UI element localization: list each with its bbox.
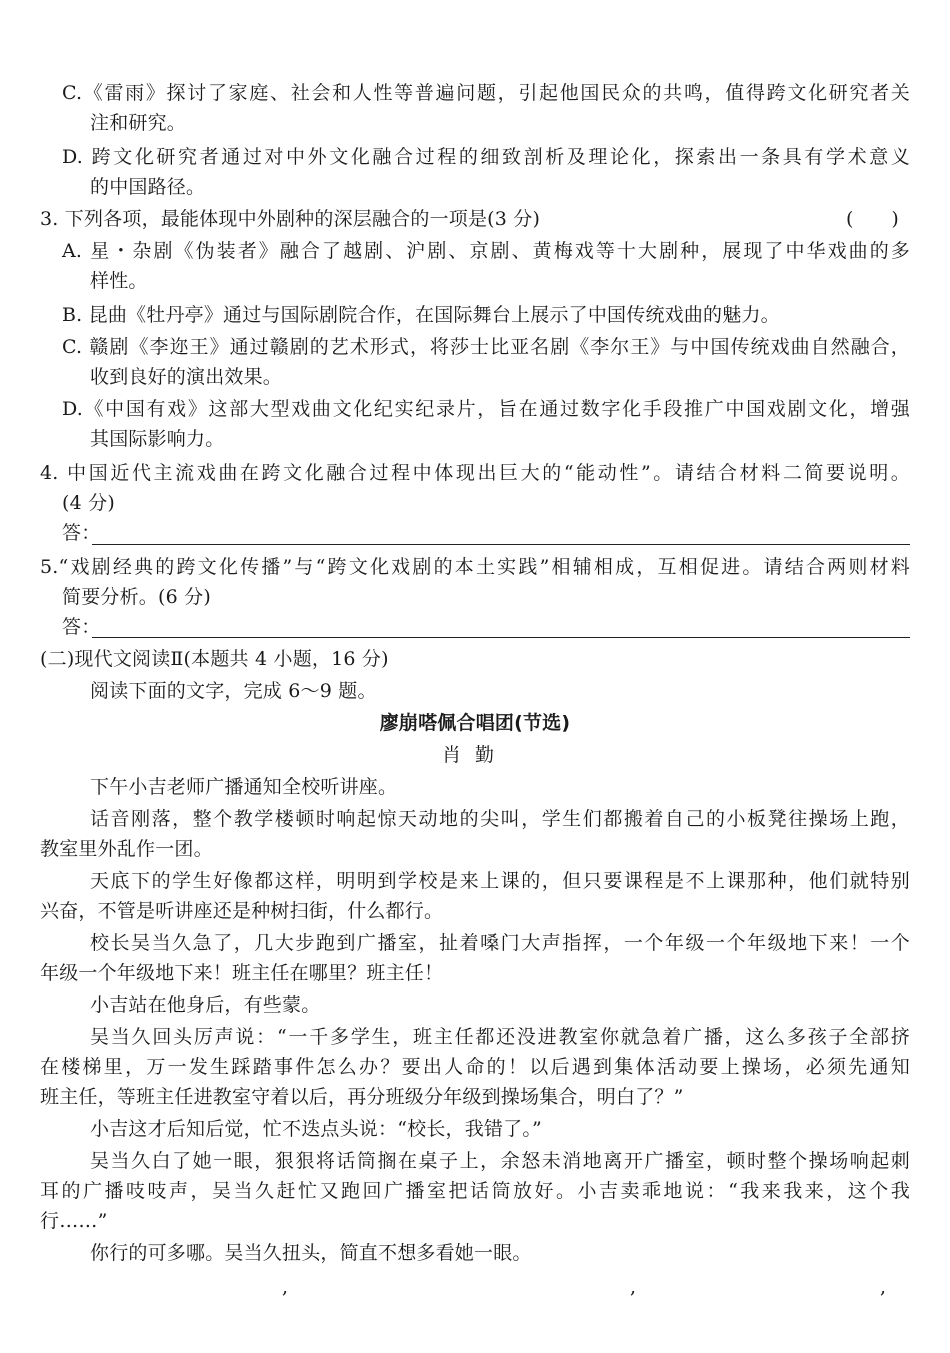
- section-instruction: 阅读下面的文字，完成 6～9 题。: [90, 680, 377, 702]
- q4-stem-line1: 4. 中国近代主流戏曲在跨文化融合过程中体现出巨大的“能动性”。请结合材料二简要说明。: [40, 462, 910, 484]
- q3-option-a-line2: 样性。: [90, 270, 148, 292]
- q2-option-d-line1: D. 跨文化研究者通过对中外文化融合过程的细致剖析及理论化，探索出一条具有学术意义: [62, 146, 910, 168]
- q3-option-d-line2: 其国际影响力。: [90, 428, 225, 450]
- story-paragraph-9: 你行的可多哪。吴当久扭头，简直不想多看她一眼。: [90, 1242, 532, 1264]
- q3-option-a-line1: A. 星・杂剧《伪装者》融合了越剧、沪剧、京剧、黄梅戏等十大剧种，展现了中华戏曲的多: [62, 240, 910, 262]
- story-paragraph-7: 小吉这才后知后觉，忙不迭点头说：“校长，我错了。”: [90, 1118, 542, 1140]
- q4-answer-label: 答：: [62, 522, 101, 544]
- q2-option-d-line2: 的中国路径。: [90, 176, 206, 198]
- q3-option-c-line1: C. 赣剧《李迩王》通过赣剧的艺术形式，将莎士比亚名剧《李尔王》与中国传统戏曲自然融合，: [62, 336, 910, 358]
- story-paragraph-8-line3: 行……”: [40, 1210, 108, 1232]
- q5-stem-line1: 5.“戏剧经典的跨文化传播”与“跨文化戏剧的本土实践”相辅相成，互相促进。请结合两则材料: [40, 556, 910, 578]
- story-paragraph-2-line1: 话音刚落，整个教学楼顿时响起惊天动地的尖叫，学生们都搬着自己的小板凳往操场上跑，: [90, 808, 910, 830]
- story-paragraph-6-line1: 吴当久回头厉声说：“一千多学生，班主任都还没进教室你就急着广播，这么多孩子全部挤: [90, 1026, 910, 1048]
- story-title: 廖崩嗒佩合唱团(节选): [379, 712, 571, 734]
- cutoff-comma-1: ,: [282, 1276, 289, 1298]
- cutoff-comma-2: ,: [630, 1276, 637, 1298]
- q3-answer-blank[interactable]: ( ): [846, 208, 899, 230]
- story-paragraph-1: 下午小吉老师广播通知全校听讲座。: [90, 776, 398, 798]
- q5-stem-line2: 简要分析。(6 分): [62, 586, 211, 608]
- q3-option-d-line1: D.《中国有戏》这部大型戏曲文化纪实纪录片，旨在通过数字化手段推广中国戏剧文化，增强: [62, 398, 910, 420]
- story-author: 肖勤: [441, 744, 508, 766]
- q4-stem-line2: (4 分): [62, 492, 115, 514]
- q3-option-b: B. 昆曲《牡丹亭》通过与国际剧院合作，在国际舞台上展示了中国传统戏曲的魅力。: [62, 304, 780, 326]
- story-paragraph-6-line2: 在楼梯里，万一发生踩踏事件怎么办？要出人命的！以后遇到集体活动要上操场，必须先通知: [40, 1056, 910, 1078]
- section-heading: (二)现代文阅读Ⅱ(本题共 4 小题，16 分): [40, 648, 389, 670]
- story-paragraph-4-line2: 年级一个年级地下来！班主任在哪里？班主任！: [40, 962, 444, 984]
- q5-answer-label: 答：: [62, 616, 101, 638]
- q3-stem: 3. 下列各项，最能体现中外剧种的深层融合的一项是(3 分): [40, 208, 541, 230]
- q2-option-c-line1: C.《雷雨》探讨了家庭、社会和人性等普遍问题，引起他国民众的共鸣，值得跨文化研究者关: [62, 82, 910, 104]
- q5-answer-line[interactable]: [92, 637, 910, 638]
- story-paragraph-6-line3: 班主任，等班主任进教室守着以后，再分班级分年级到操场集合，明白了？”: [40, 1086, 684, 1108]
- story-paragraph-3-line2: 兴奋，不管是听讲座还是种树扫街，什么都行。: [40, 900, 444, 922]
- story-paragraph-3-line1: 天底下的学生好像都这样，明明到学校是来上课的，但只要课程是不上课那种，他们就特别: [90, 870, 910, 892]
- story-paragraph-8-line2: 耳的广播吱吱声，吴当久赶忙又跑回广播室把话筒放好。小吉卖乖地说：“我来我来，这个我: [40, 1180, 910, 1202]
- q3-option-c-line2: 收到良好的演出效果。: [90, 366, 283, 388]
- story-paragraph-8-line1: 吴当久白了她一眼，狠狠将话筒搁在桌子上，余怒未消地离开广播室，顿时整个操场响起刺: [90, 1150, 910, 1172]
- q2-option-c-line2: 注和研究。: [90, 112, 187, 134]
- story-paragraph-4-line1: 校长吴当久急了，几大步跑到广播室，扯着嗓门大声指挥，一个年级一个年级地下来！一个: [90, 932, 910, 954]
- q4-answer-line[interactable]: [92, 544, 910, 545]
- story-paragraph-5: 小吉站在他身后，有些蒙。: [90, 994, 321, 1016]
- cutoff-comma-3: ,: [880, 1276, 887, 1298]
- story-paragraph-2-line2: 教室里外乱作一团。: [40, 838, 213, 860]
